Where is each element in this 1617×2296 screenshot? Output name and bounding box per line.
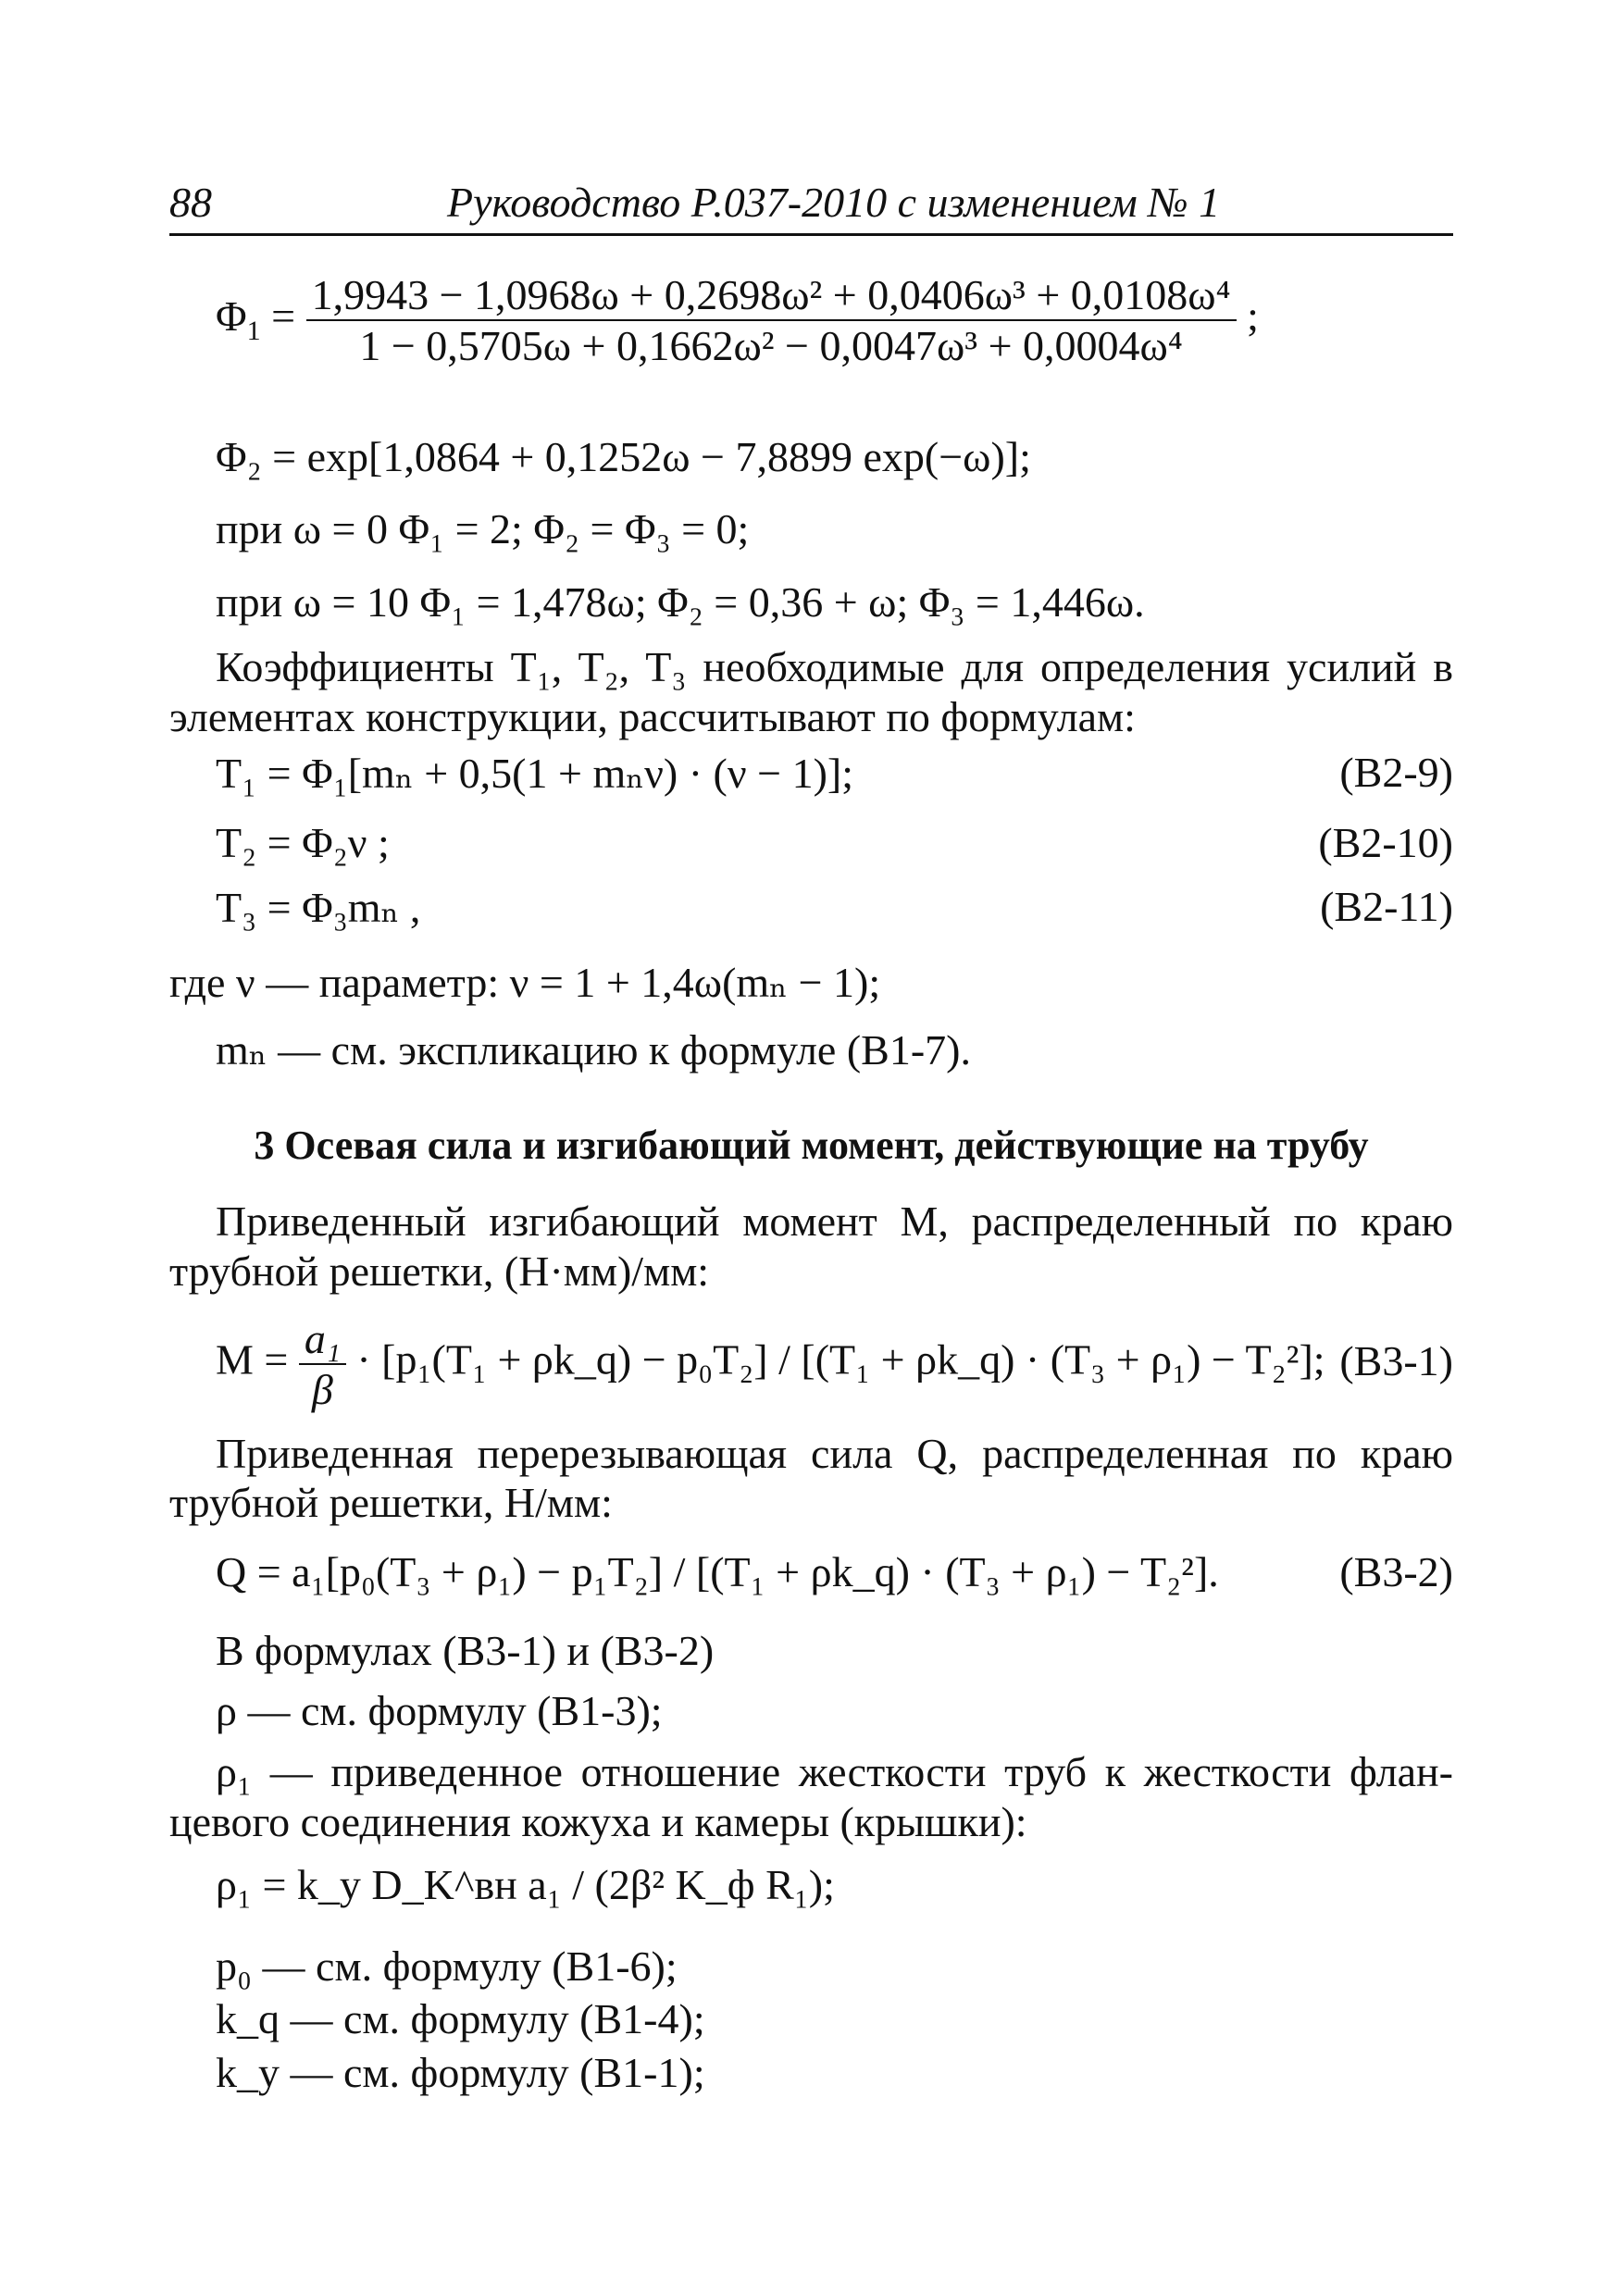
equation-b3-1-rhs: · [p₁(T₁ + ρk_q) − p₀T₂] / [(T₁ + ρk_q) · (T₃ + ρ₁) − T₂²]; — [356, 1335, 1325, 1384]
paragraph-coefficients-line2: элементах конструкции, рассчитывают по формулам: — [169, 693, 1136, 740]
equation-b3-1-denominator: β — [311, 1366, 333, 1413]
equation-b3-2-formula: Q = a₁[p₀(T₃ + ρ₁) − p₁T₂] / [(T₁ + ρk_q) · (T₃ + ρ₁) − T₂²]. — [216, 1548, 1219, 1595]
formula-phi1: $\Phi_1$ = $\frac{\text{1,9943 − 1,0968ω + 0,2698ω² + 0,0406ω³ + 0,0108ω⁴}}{\text{1 − 0,5705ω + 0,1662ω² − 0,0047ω³ + 0,0004ω⁴}}$ ; — [216, 271, 1259, 369]
equation-b2-9-number: (В2-9) — [1339, 749, 1453, 796]
equation-b3-1-fraction — [299, 1314, 346, 1414]
rho1-definition-line1: ρ₁ — приведенное отношение жесткости труб к жесткости флан- — [216, 1748, 1453, 1795]
where-nu-definition: где ν — параметр: ν = 1 + 1,4ω(mₙ − 1); — [169, 959, 881, 1006]
formula-phi2: Φ₂ = exp[1,0864 + 0,1252ω − 7,8899 exp(−ω)]; — [216, 433, 1031, 480]
phi1-fraction — [306, 270, 1237, 370]
phi1-denominator: 1 − 0,5705ω + 0,1662ω² − 0,0047ω³ + 0,0004ω⁴ — [359, 322, 1183, 369]
paragraph-force-line1: Приведенная перерезывающая сила Q, распределенная по краю — [216, 1430, 1453, 1477]
where-mn-reference: mₙ — см. экспликацию к формуле (В1-7). — [216, 1026, 971, 1074]
rho1-definition-line2: цевого соединения кожуха и камеры (крышки): — [169, 1798, 1027, 1845]
paragraph-coefficients-line1: Коэффициенты T₁, T₂, T₃ необходимые для определения усилий в — [216, 643, 1453, 690]
equation-b3-1 — [216, 1314, 1453, 1414]
phi1-lhs: $\Phi_1$ = — [216, 292, 306, 346]
rho-reference: ρ — см. формулу (В1-3); — [216, 1687, 663, 1734]
equation-b3-1-numerator: a₁ — [299, 1314, 346, 1365]
equation-b2-10 — [216, 818, 1453, 867]
equation-b2-11 — [216, 882, 1453, 932]
in-formulas-note: В формулах (В3-1) и (В3-2) — [216, 1627, 715, 1674]
equation-b2-11-number: (В2-11) — [1320, 883, 1453, 930]
paragraph-moment-line1: Приведенный изгибающий момент M, распределенный по краю — [216, 1198, 1453, 1245]
section-heading: 3 Осевая сила и изгибающий момент, действующие на трубу — [254, 1123, 1369, 1168]
page-header — [169, 178, 1453, 236]
equation-b3-2 — [216, 1547, 1453, 1596]
page-number: 88 — [169, 179, 212, 226]
equation-b3-1-number: (В3-1) — [1339, 1337, 1453, 1384]
condition-omega-10: при ω = 10 Φ₁ = 1,478ω; Φ₂ = 0,36 + ω; Φ₃ = 1,446ω. — [216, 578, 1145, 626]
rho1-formula: ρ₁ = k_y D_K^вн a₁ / (2β² K_ф R₁); — [216, 1861, 835, 1908]
equation-b2-10-number: (В2-10) — [1318, 819, 1453, 866]
running-title: Руководство Р.037-2010 с изменением № 1 — [447, 179, 1221, 226]
ky-reference: k_y — см. формулу (В1-1); — [216, 2049, 705, 2096]
equation-b3-1-lhs: M = — [216, 1335, 289, 1384]
kq-reference: k_q — см. формулу (В1-4); — [216, 1995, 705, 2042]
p0-reference: p₀ — см. формулу (В1-6); — [216, 1942, 678, 1990]
paragraph-force-line2: трубной решетки, Н/мм: — [169, 1479, 613, 1526]
paragraph-moment-line2: трубной решетки, (Н·мм)/мм: — [169, 1247, 710, 1295]
equation-b3-2-number: (В3-2) — [1339, 1548, 1453, 1595]
condition-omega-0: при ω = 0 Φ₁ = 2; Φ₂ = Φ₃ = 0; — [216, 505, 750, 552]
equation-b2-10-formula: T₂ = Φ₂ν ; — [216, 819, 390, 866]
phi1-numerator: 1,9943 − 1,0968ω + 0,2698ω² + 0,0406ω³ + 0,0108ω⁴ — [306, 270, 1237, 321]
equation-b2-9-formula: T₁ = Φ₁[mₙ + 0,5(1 + mₙν) · (ν − 1)]; — [216, 750, 854, 797]
equation-b2-11-formula: T₃ = Φ₃mₙ , — [216, 884, 421, 931]
equation-b2-9 — [216, 748, 1453, 798]
